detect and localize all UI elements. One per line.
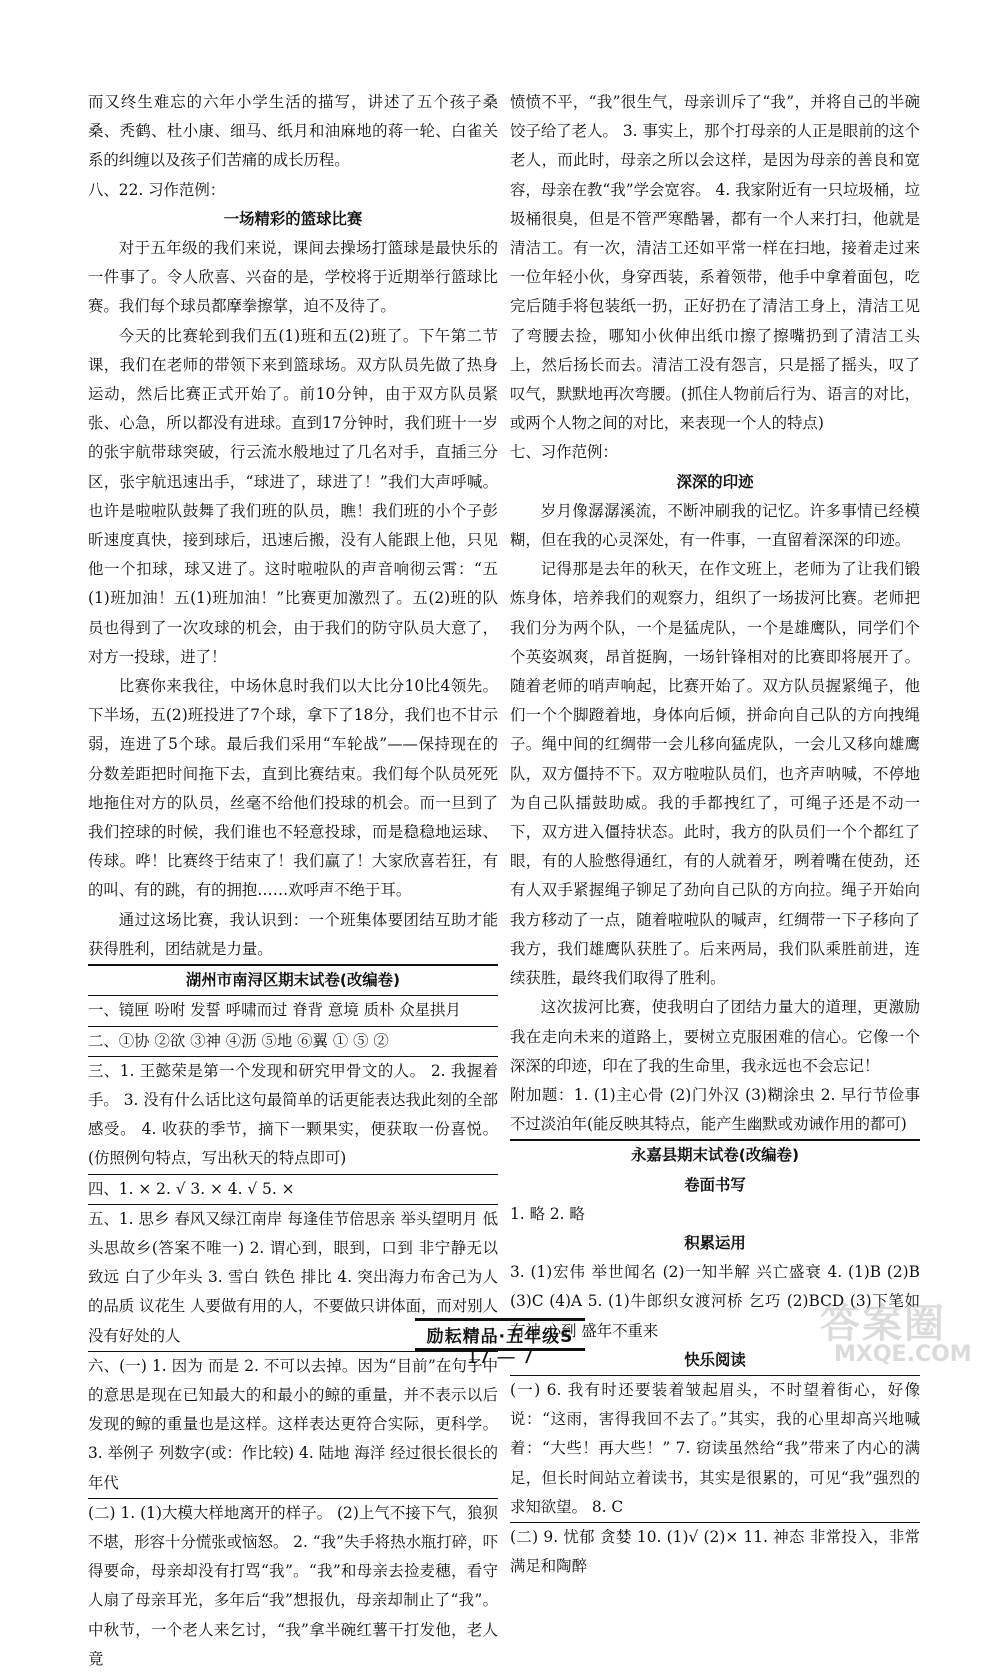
answer-line: 三、1. 王懿荣是第一个发现和研究甲骨文的人。 2. 我握着手。 3. 没有什么话比这句最简单的话更能表达我此刻的全部感受。 4. 收获的季节，摘下一颗果实，便获取一份喜悦。(仿照例句特点，写出秋天的特点即可) (88, 1056, 498, 1174)
section-heading: 积累运用 (684, 1233, 746, 1252)
section-heading: 快乐阅读 (684, 1350, 746, 1369)
essay-paragraph: 这次拔河比赛，使我明白了团结力量大的道理，更激励我在走向未来的道路上，要树立克服困难的信心。它像一个深深的印迹，印在了我的生命里，我永远也不会忘记！ (510, 998, 920, 1075)
paragraph: 而又终生难忘的六年小学生活的描写，讲述了五个孩子桑桑、秃鹤、杜小康、细马、纸月和油麻地的蒋一轮、白雀关系的纠缠以及孩子们苦痛的成长历程。 (88, 93, 498, 170)
watermark-logo: 答案圈 (820, 1301, 946, 1347)
answer-line: (二) 1. (1)大模大样地离开的样子。 (2)上气不接下气，狼狈不堪，形容十分慌张或恼怒。 2. “我”失手将热水瓶打碎，吓得要命，母亲却没有打骂“我”。“我”和母亲去捡麦穗，看守人扇了母亲耳光，多年后“我”想报仇，母亲却制止了“我”。中秋节，一个老人来乞讨，“我”拿半碗红薯干打发他，老人竟 (88, 1498, 498, 1674)
essay-paragraph: 记得那是去年的秋天，在作文班上，老师为了让我们锻炼身体，培养我们的观察力，组织了一场拔河比赛。老师把我们分为两个队，一个是猛虎队，一个是雄鹰队，同学们个个英姿飒爽，昂首挺胸，一场针锋相对的比赛即将展开了。随着老师的哨声响起，比赛开始了。双方队员握紧绳子，他们一个个脚蹬着地，身体向后倾，拼命向自己队的方向拽绳子。绳中间的红绸带一会儿移向猛虎队，一会儿又移向雄鹰队，双方僵持不下。双方啦啦队员们，也齐声呐喊，不停地为自己队擂鼓助威。我的手都拽红了，可绳子还是不动一下，双方进入僵持状态。此时，我方的队员们一个个都红了眼，有的人脸憋得通红，有的人就着牙，咧着嘴在使劲，还有人双手紧握绳子铆足了劲向自己队的方向拉。绳子开始向我方移动了一点，随着啦啦队的喊声，红绸带一下子移向了我方，我们雄鹰队获胜了。后来两局，我们队乘胜前进，连续获胜，最终我们取得了胜利。 (510, 560, 920, 988)
essay-paragraph: 通过这场比赛，我认识到：一个班集体要团结互助才能获得胜利，团结就是力量。 (88, 910, 498, 958)
answer-line: 六、(一) 1. 因为 而是 2. 不可以去掉。因为“目前”在句子中的意思是现在已知最大的和最小的鲸的重量，并不表示以后发现的鲸的重量也是这样。这样表达更符合实际，更科学。 3. 举例子 列数字(或：作比较) 4. 陆地 海洋 经过很长很长的年代 (88, 1351, 498, 1498)
essay-paragraph: 今天的比赛轮到我们五(1)班和五(2)班了。下午第二节课，我们在老师的带领下来到篮球场。双方队员先做了热身运动，然后比赛正式开始了。前10分钟，由于双方队员紧张、心急，所以都没有进球。直到17分钟时，我们班十一岁的张宇航带球突破，行云流水般地过了几名对手，直插三分区，张宇航迅速出手，“球进了，球进了！”我们大声呼喊。也许是啦啦队鼓舞了我们班的队员，瞧！我们班的小个子彭昕速度真快，接到球后，迅速后搬，没有人能跟上他，只见他一个扣球，球又进了。这时啦啦队的声音响彻云霄：“五(1)班加油！五(1)班加油！”比赛更加激烈了。五(2)班的队员也得到了一次攻球的机会，由于我们的防守队员大意了，对方一投球，进了！ (88, 326, 498, 666)
answer-line: 1. 略 2. 略 (510, 1204, 585, 1223)
watermark (820, 1292, 990, 1372)
paragraph: 愤愤不平，“我”很生气，母亲训斥了“我”，并将自己的半碗饺子给了老人。 3. 事实上，那个打母亲的人正是眼前的这个老人，而此时，母亲之所以会这样，是因为母亲的善良和宽容，母亲在教“我”学会宽容。 4. 我家附近有一只垃圾桶，垃圾桶很臭，但是不管严寒酷暑，都有一个人来打扫，他就是清洁工。有一次，清洁工还如平常一样在扫地，接着走过来一位年轻小伙，身穿西装，系着领带，他手中拿着面包，吃完后随手将包装纸一扔，正好扔在了清洁工身上，清洁工见了弯腰去捡，哪知小伙伸出纸巾擦了擦嘴扔到了清洁工头上，然后扬长而去。清洁工没有怨言，只是摇了摇头，叹了叹气，默默地再次弯腰。(抓住人物前后行为、语言的对比，或两个人物之间的对比，来表现一个人的特点) (510, 93, 920, 433)
brand-label: 励耘精品·五年级S (415, 1318, 586, 1351)
answer-line: (二) 9. 忧郁 贪婪 10. (1)√ (2)× 11. 神态 非常投入，非常满足和陶醉 (510, 1522, 920, 1581)
essay-paragraph: 岁月像潺潺溪流，不断冲刷我的记忆。许多事情已经模糊，但在我的心灵深处，有一件事，一直留着深深的印迹。 (510, 501, 920, 550)
answer-line: 一、镜匣 吩咐 发誓 呼啸而过 脊背 意境 质朴 众星拱月 (88, 995, 498, 1025)
exam-title: 湖州市南浔区期末试卷(改编卷) (88, 964, 498, 995)
section-label: 八、22. 习作范例： (88, 180, 226, 199)
answer-line: 3. (1)宏伟 举世闻名 (2)一知半解 兴亡盛衰 4. (1)B (2)B (3)C (4)A 5. (1)牛郎织女渡河桥 乞巧 (2)BCD (3)下笔如有神 心到 盛年不重来 (510, 1263, 920, 1340)
left-column (88, 88, 498, 1674)
answer-line: (一) 6. 我有时还要装着皱起眉头，不时望着街心，好像说：“这雨，害得我回不去了。”其实，我的心里却高兴地喊着：“大些！再大些！” 7. 窃读虽然给“我”带来了内心的满足，但长时间站立着读书，其实是很累的，可见“我”强烈的求知欲望。 8. C (510, 1375, 920, 1522)
answer-line: 五、1. 思乡 春风又绿江南岸 每逢佳节倍思亲 举头望明月 低头思故乡(答案不唯一) 2. 谓心到，眼到，口到 非宁静无以致远 白了少年头 3. 雪白 铁色 排比 4. 突出海力布舍己为人的品质 议花生 人要做有用的人，不要做只讲体面，而对别人没有好处的人 (88, 1204, 498, 1351)
bonus-answer: 附加题：1. (1)主心骨 (2)门外汉 (3)糊涂虫 2. 早行节俭事 不过淡泊年(能反映其特点，能产生幽默或劝诫作用的都可) (510, 1085, 920, 1134)
watermark-url: MXQE.COM (834, 1342, 972, 1367)
essay-paragraph: 对于五年级的我们来说，课间去操场打篮球是最快乐的一件事了。令人欣喜、兴奋的是，学校将于近期举行篮球比赛。我们每个球员都摩拳擦掌，迫不及待了。 (88, 239, 498, 316)
answer-line: 四、1. × 2. √ 3. × 4. √ 5. × (88, 1174, 498, 1204)
section-label: 七、习作范例： (510, 443, 618, 462)
essay-paragraph: 比赛你来我往，中场休息时我们以大比分10比4领先。下半场，五(2)班投进了7个球，拿下了18分，我们也不甘示弱，连进了5个球。最后我们采用“车轮战”——保持现在的分数差距把时间拖下去，直到比赛结束。我们每个队员死死地拖住对方的队员，丝毫不给他们投球的机会。而一旦到了我们控球的时候，我们谁也不轻意投球，而是稳稳地运球、传球。哗！比赛终于结束了！我们赢了！大家欣喜若狂，有的叫、有的跳，有的拥抱……欢呼声不绝于耳。 (88, 677, 498, 900)
page-number: 17 — 7 (466, 1346, 534, 1368)
section-heading: 卷面书写 (684, 1175, 746, 1194)
essay-title: 一场精彩的篮球比赛 (223, 209, 363, 228)
answer-line: 二、①协 ②欲 ③神 ④沥 ⑤地 ⑥翼 ① ⑤ ② (88, 1026, 498, 1056)
essay-title: 深深的印迹 (676, 472, 754, 491)
exam-title: 永嘉县期末试卷(改编卷) (510, 1139, 920, 1170)
